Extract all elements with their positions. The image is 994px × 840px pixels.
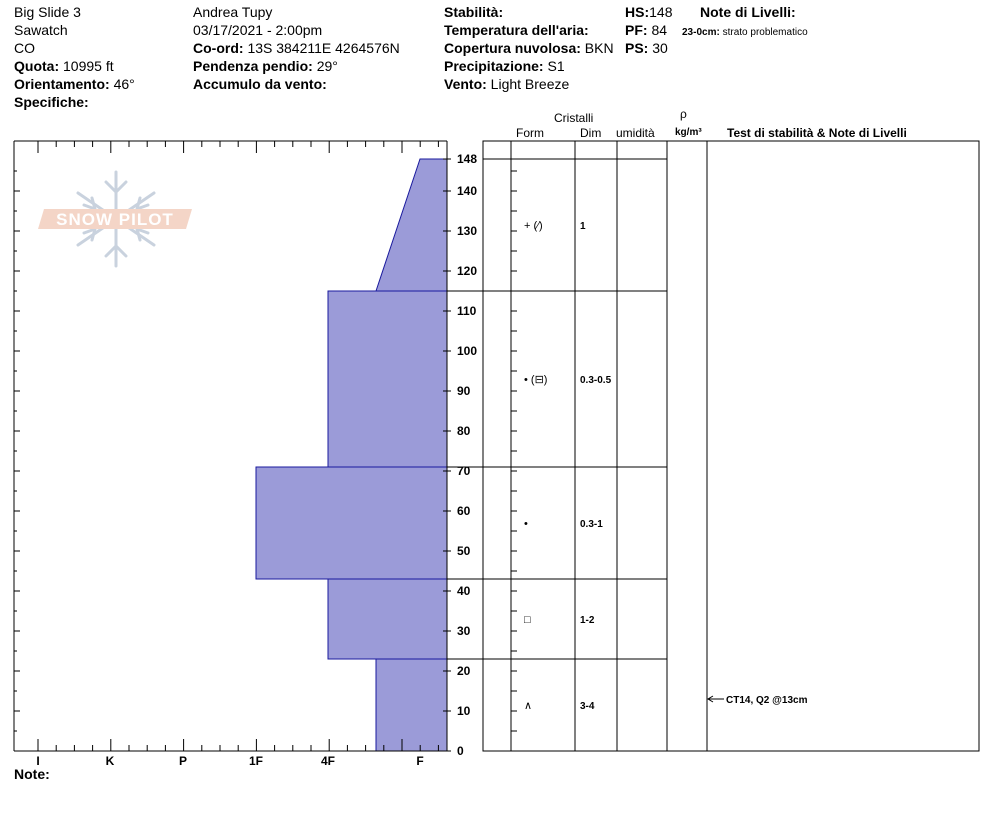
snowpilot-logo — [38, 172, 192, 266]
ps-label: PS: — [625, 40, 649, 56]
hardness-layer-5 — [376, 659, 447, 751]
depth-label-0: 0 — [457, 744, 464, 758]
state-name: CO — [14, 40, 35, 56]
pendenza-label: Pendenza pendio: — [193, 58, 313, 74]
depth-label-10: 10 — [457, 704, 471, 718]
vento-value: Light Breeze — [490, 76, 570, 92]
depth-label-130: 130 — [457, 224, 478, 238]
layer-form-2: • (⊟) — [524, 374, 548, 386]
stability-test-1: CT14, Q2 @13cm — [726, 695, 808, 706]
depth-label-20: 20 — [457, 664, 471, 678]
layer-form-5: ∧ — [524, 700, 533, 712]
layer-form-3: • — [524, 518, 528, 530]
depth-label-60: 60 — [457, 504, 471, 518]
hardness-label-p: P — [178, 754, 188, 768]
note-livelli-text: strato problematico — [722, 27, 808, 38]
hardness-layer-3 — [256, 467, 447, 579]
form-header: Form — [516, 126, 544, 140]
accumulo-label: Accumulo da vento: — [193, 76, 327, 92]
depth-label-30: 30 — [457, 624, 471, 638]
depth-label-50: 50 — [457, 544, 471, 558]
depth-label-80: 80 — [457, 424, 471, 438]
note-livelli-label: Note di Livelli: — [700, 4, 796, 20]
layer-table — [447, 141, 979, 751]
stabilita-label: Stabilità: — [444, 4, 504, 20]
hardness-label-f: F — [416, 754, 424, 768]
layer-form-1: + (⁄) — [524, 220, 543, 232]
layer-dim-1: 1 — [580, 221, 586, 232]
range-name: Sawatch — [14, 22, 68, 38]
note-livelli-depth: 23-0cm: — [682, 27, 720, 38]
depth-label-140: 140 — [457, 184, 478, 198]
layer-dim-3: 0.3-1 — [580, 519, 603, 530]
layer-dim-5: 3-4 — [580, 701, 595, 712]
hs-value: 148 — [649, 4, 673, 20]
hardness-label-1f: 1F — [248, 754, 264, 768]
orientamento-value: 46° — [113, 76, 135, 92]
pf-label: PF: — [625, 22, 648, 38]
hardness-label-4f: 4F — [320, 754, 336, 768]
depth-label-40: 40 — [457, 584, 471, 598]
quota-label: Quota: — [14, 58, 60, 74]
observer-name: Andrea Tupy — [193, 4, 273, 20]
hardness-profile — [256, 159, 447, 751]
test-note-header: Test di stabilità & Note di Livelli — [727, 126, 907, 140]
location-name: Big Slide 3 — [14, 4, 81, 20]
specifiche-label: Specifiche: — [14, 94, 89, 110]
precip-label: Precipitazione: — [444, 58, 544, 74]
hardness-label-i: I — [36, 754, 40, 768]
layer-dim-4: 1-2 — [580, 615, 595, 626]
depth-label-110: 110 — [457, 304, 477, 318]
depth-label-90: 90 — [457, 384, 471, 398]
coord-value: 13S 384211E 4264576N — [247, 40, 400, 56]
hardness-layer-1 — [376, 159, 447, 291]
depth-label-100: 100 — [457, 344, 478, 358]
hardness-layer-4 — [328, 579, 447, 659]
copertura-label: Copertura nuvolosa: — [444, 40, 581, 56]
orientamento-label: Orientamento: — [14, 76, 110, 92]
hardness-label-k: K — [105, 754, 115, 768]
snowpilot-logo-text: SNOW PILOT — [56, 210, 174, 229]
density-unit-header: kg/m³ — [675, 127, 702, 138]
temp-label: Temperatura dell'aria: — [444, 22, 589, 38]
depth-label-70: 70 — [457, 464, 471, 478]
layer-dim-2: 0.3-0.5 — [580, 375, 612, 386]
depth-label-148: 148 — [457, 152, 478, 166]
layer-form-4: □ — [524, 614, 531, 626]
pendenza-value: 29° — [316, 58, 338, 74]
copertura-value: BKN — [584, 40, 614, 56]
depth-label-120: 120 — [457, 264, 478, 278]
umidita-header: umidità — [616, 126, 655, 140]
vento-label: Vento: — [444, 76, 487, 92]
quota-value: 10995 ft — [63, 58, 114, 74]
pf-value: 84 — [651, 22, 668, 38]
cristalli-header: Cristalli — [554, 111, 594, 125]
ps-value: 30 — [652, 40, 668, 56]
hardness-layer-2 — [328, 291, 447, 467]
coord-label: Co-ord: — [193, 40, 244, 56]
note-label: Note: — [14, 766, 50, 782]
observation-datetime: 03/17/2021 - 2:00pm — [193, 22, 323, 38]
precip-value: S1 — [547, 58, 565, 74]
hs-label: HS: — [625, 4, 650, 20]
dim-header: Dim — [580, 126, 602, 140]
rho-header: ρ — [680, 107, 687, 121]
